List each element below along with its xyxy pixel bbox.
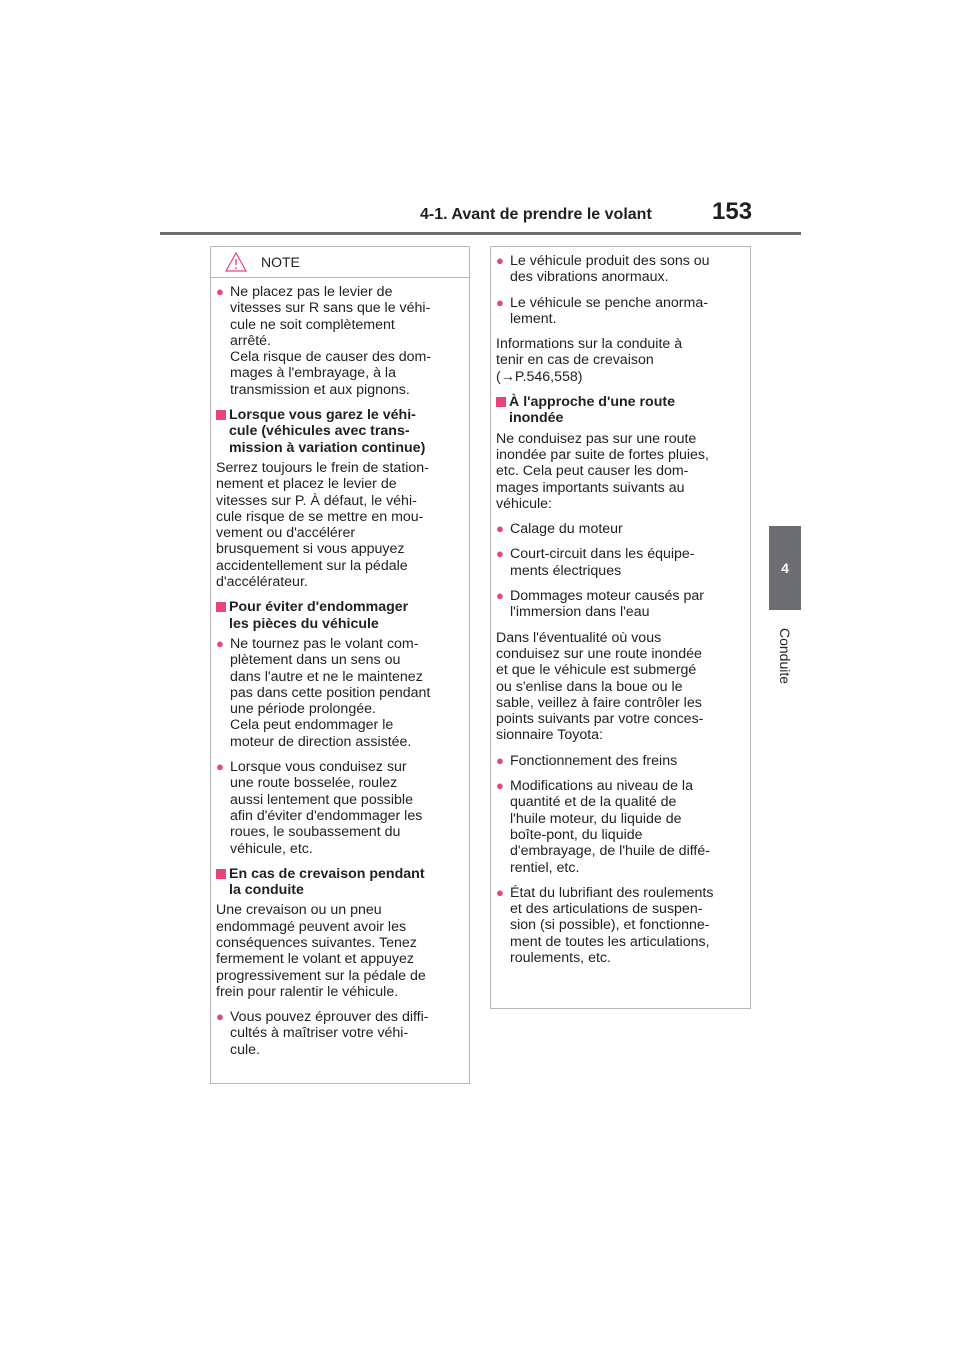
text-line: transmission et aux pignons. xyxy=(230,381,410,398)
circle-bullet-icon: ● xyxy=(496,294,504,310)
bullet-item xyxy=(496,295,746,328)
text-line: Une crevaison ou un pneu xyxy=(216,902,382,919)
text-line: endommagé peuvent avoir les xyxy=(216,918,407,935)
text-line: cultés à maîtriser votre véhi- xyxy=(230,1025,409,1042)
text-line: sable, veillez à faire contrôler les xyxy=(496,694,702,711)
text-line: Pour éviter d'endommager xyxy=(229,599,409,616)
circle-bullet-icon: ● xyxy=(216,759,224,775)
bullet-item xyxy=(496,253,746,286)
circle-bullet-icon: ● xyxy=(496,778,504,794)
text-line: moteur de direction assistée. xyxy=(230,733,412,750)
note-box-left xyxy=(210,246,470,1084)
bullet-item xyxy=(216,284,465,398)
text-line: une route bosselée, roulez xyxy=(230,775,398,792)
subheading xyxy=(216,407,465,456)
text-line: plètement dans un sens ou xyxy=(230,652,401,669)
text-line: arrêté. xyxy=(230,332,272,349)
text-line: inondée par suite de fortes pluies, xyxy=(496,446,709,463)
warning-triangle-icon xyxy=(225,252,247,272)
text-line: sion (si possible), et fonctionne- xyxy=(510,917,710,934)
text-line: Lorsque vous conduisez sur xyxy=(230,759,407,776)
text-line: État du lubrifiant des roulements xyxy=(510,884,714,901)
bullet-item xyxy=(496,885,746,966)
square-bullet-icon xyxy=(216,869,226,879)
text-line: dans l'autre et ne le maintenez xyxy=(230,668,423,685)
circle-bullet-icon: ● xyxy=(496,752,504,768)
text-line: véhicule, etc. xyxy=(230,840,313,857)
text-line: Ne tournez pas le volant com- xyxy=(230,635,419,652)
circle-bullet-icon: ● xyxy=(496,546,504,562)
text-line: progressivement sur la pédale de xyxy=(216,967,426,984)
text-line: À l'approche d'une route xyxy=(509,394,675,411)
circle-bullet-icon: ● xyxy=(216,1009,224,1025)
text-line: mages importants suivants au xyxy=(496,479,685,496)
text-line: l'huile moteur, du liquide de xyxy=(510,810,682,827)
paragraph xyxy=(496,336,746,385)
section-title: 4-1. Avant de prendre le volant xyxy=(420,206,652,223)
text-line: Calage du moteur xyxy=(510,521,623,538)
text-line: véhicule: xyxy=(496,495,552,512)
note-header xyxy=(211,247,469,278)
note-content-right xyxy=(491,247,750,966)
text-line: l'immersion dans l'eau xyxy=(510,604,650,621)
text-line: Informations sur la conduite à xyxy=(496,336,683,353)
circle-bullet-icon: ● xyxy=(496,253,504,268)
text-line: ment de toutes les articulations, xyxy=(510,933,710,950)
text-line: sionnaire Toyota: xyxy=(496,727,604,744)
text-line: et des articulations de suspen- xyxy=(510,901,703,918)
chapter-label: Conduite xyxy=(777,627,793,685)
text-line: vitesses sur P. À défaut, le véhi- xyxy=(216,492,417,509)
text-line: vitesses sur R sans que le véhi- xyxy=(230,300,431,317)
bullet-item xyxy=(216,759,465,857)
text-line: Cela peut endommager le xyxy=(230,717,394,734)
text-line: points suivants par votre conces- xyxy=(496,711,704,728)
text-line: lement. xyxy=(510,310,557,327)
square-bullet-icon xyxy=(216,602,226,612)
bullet-item xyxy=(216,1009,465,1058)
text-line: cule. xyxy=(230,1041,260,1058)
circle-bullet-icon: ● xyxy=(496,588,504,604)
paragraph xyxy=(216,902,465,1000)
bullet-item xyxy=(496,588,746,621)
text-line: les pièces du véhicule xyxy=(229,615,379,632)
chapter-tab xyxy=(769,526,801,610)
header-rule xyxy=(160,232,801,235)
note-content-left xyxy=(211,278,469,1058)
text-line: conduisez sur une route inondée xyxy=(496,645,702,662)
text-line: Court-circuit dans les équipe- xyxy=(510,546,695,563)
square-bullet-icon xyxy=(216,410,226,420)
text-line: brusquement si vous appuyez xyxy=(216,541,405,558)
circle-bullet-icon: ● xyxy=(496,521,504,537)
text-line: quantité et de la qualité de xyxy=(510,794,677,811)
text-line: Serrez toujours le frein de station- xyxy=(216,459,429,476)
note-label: NOTE xyxy=(261,254,300,270)
text-line: frein pour ralentir le véhicule. xyxy=(216,983,399,1000)
text-line: fermement le volant et appuyez xyxy=(216,951,414,968)
text-line: Dommages moteur causés par xyxy=(510,588,704,605)
bullet-item xyxy=(216,636,465,750)
subheading xyxy=(216,599,465,632)
text-line: d'accélérateur. xyxy=(216,574,308,591)
text-line: Le véhicule produit des sons ou xyxy=(510,253,710,269)
text-line: etc. Cela peut causer les dom- xyxy=(496,463,689,480)
text-line: Cela risque de causer des dom- xyxy=(230,349,432,366)
text-line: ou s'enlise dans la boue ou le xyxy=(496,678,683,695)
text-line: Vous pouvez éprouver des diffi- xyxy=(230,1009,429,1026)
text-line: cule risque de se mettre en mou- xyxy=(216,508,424,525)
text-line: Ne placez pas le levier de xyxy=(230,284,393,300)
text-line: rentiel, etc. xyxy=(510,859,580,876)
text-line: cule ne soit complètement xyxy=(230,316,395,333)
circle-bullet-icon: ● xyxy=(216,284,224,299)
text-line: conséquences suivantes. Tenez xyxy=(216,934,417,951)
bullet-item xyxy=(496,753,746,769)
text-line: nement et placez le levier de xyxy=(216,476,397,493)
text-line: pas dans cette position pendant xyxy=(230,684,431,701)
bullet-item xyxy=(496,521,746,537)
text-line: ments électriques xyxy=(510,562,622,579)
text-line: mages à l'embrayage, à la xyxy=(230,365,396,382)
text-line: Ne conduisez pas sur une route xyxy=(496,430,697,447)
paragraph xyxy=(496,630,746,744)
bullet-item xyxy=(496,546,746,579)
text-line: Lorsque vous garez le véhi- xyxy=(229,407,416,424)
text-line: la conduite xyxy=(229,882,304,899)
subheading xyxy=(216,866,465,899)
text-line: Modifications au niveau de la xyxy=(510,778,693,795)
paragraph xyxy=(216,460,465,590)
bullet-item xyxy=(496,778,746,876)
text-line: tenir en cas de crevaison xyxy=(496,352,654,369)
text-line: mission à variation continue) xyxy=(229,439,426,456)
text-line: afin d'éviter d'endommager les xyxy=(230,807,423,824)
text-line: Dans l'éventualité où vous xyxy=(496,629,662,646)
circle-bullet-icon: ● xyxy=(496,884,504,900)
text-line: Fonctionnement des freins xyxy=(510,752,678,769)
note-box-right xyxy=(490,246,751,1009)
text-line: En cas de crevaison pendant xyxy=(229,865,425,882)
text-line: aussi lentement que possible xyxy=(230,791,413,808)
text-line: (→P.546,558) xyxy=(496,368,583,385)
text-line: et que le véhicule est submergé xyxy=(496,662,697,679)
subheading xyxy=(496,394,746,427)
circle-bullet-icon: ● xyxy=(216,635,224,651)
text-line: roues, le soubassement du xyxy=(230,824,401,841)
text-line: d'embrayage, de l'huile de diffé- xyxy=(510,843,710,860)
text-line: accidentellement sur la pédale xyxy=(216,557,408,574)
text-line: Le véhicule se penche anorma- xyxy=(510,294,708,311)
square-bullet-icon xyxy=(496,397,506,407)
text-line: des vibrations anormaux. xyxy=(510,269,669,286)
text-line: une période prolongée. xyxy=(230,701,376,718)
page-number: 153 xyxy=(712,198,753,225)
text-line: vement ou d'accélérer xyxy=(216,525,356,542)
chapter-number: 4 xyxy=(781,560,789,576)
text-line: roulements, etc. xyxy=(510,949,611,966)
paragraph xyxy=(496,431,746,512)
text-line: inondée xyxy=(509,410,564,427)
text-line: boîte-pont, du liquide xyxy=(510,826,643,843)
text-line: cule (véhicules avec trans- xyxy=(229,423,410,440)
